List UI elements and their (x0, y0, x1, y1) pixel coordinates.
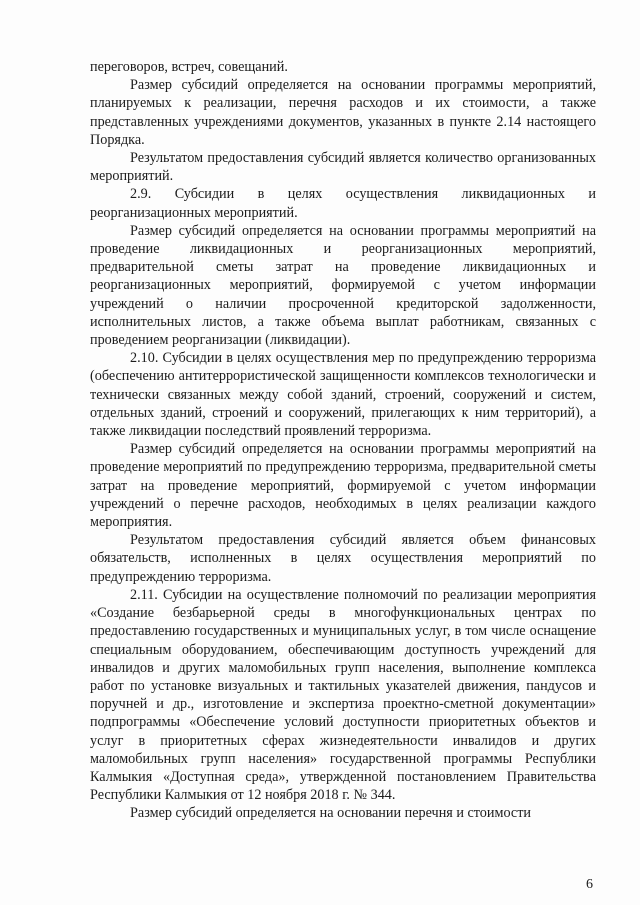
section-heading-2-10: 2.10. Субсидии в целях осуществления мер по предупреждению терроризма (обеспечению антитеррористической защищенности комплексов технологически и технически связанных между собой зданий, строений, сооружений и систем, отдельных зданий, строений и сооружений, прилегающих к ним территорий), а также ликвидации последствий проявлений терроризма. (90, 350, 596, 440)
paragraph: Размер субсидий определяется на основании перечня и стоимости (130, 805, 532, 822)
paragraph: Размер субсидий определяется на основании программы мероприятий на проведение мероприятий по предупреждению терроризма, предварительной сметы затрат на проведение мероприятий, формируемой с учетом информации учреждений о перечне расходов, необходимых в целях реализации каждого мероприятия. (90, 441, 596, 531)
paragraph: Размер субсидий определяется на основании программы мероприятий, планируемых к реализации, перечня расходов и их стоимости, а также представленных учреждениями документов, указанных в пункте 2.14 настоящего Порядка. (90, 77, 596, 148)
page-number: 6 (586, 877, 593, 892)
paragraph: переговоров, встреч, совещаний. (90, 59, 288, 75)
paragraph: Результатом предоставления субсидий является объем финансовых обязательств, исполненных в целях осуществления мероприятий по предупреждению терроризма. (90, 532, 596, 585)
section-heading-2-11: 2.11. Субсидии на осуществление полномочий по реализации мероприятия «Создание безбарьерной среды в многофункциональных центрах по предоставлению государственных и муниципальных услуг, в том числе оснащение специальным оборудованием, обеспечивающим доступность учреждений для инвалидов и других маломобильных групп населения, выполнение комплекса работ по установке визуальных и тактильных указателей движения, пандусов и поручней и др., изготовление и экспертиза проектно-сметной документации» подпрограммы «Обеспечение условий доступности приоритетных объектов и услуг в приоритетных сферах жизнедеятельности инвалидов и других маломобильных групп населения» государственной программы Республики Калмыкия «Доступная среда», утвержденной постановлением Правительства Республики Калмыкия от 12 ноября 2018 г. № 344. (90, 586, 596, 804)
paragraph: Размер субсидий определяется на основании программы мероприятий на проведение ликвидационных и реорганизационных мероприятий, предварительной сметы затрат на проведение ликвидационных и реорганизационных мероприятий, формируемой с учетом информации учреждений о наличии просроченной кредиторской задолженности, исполнительных листов, а также объема выплат работникам, связанных с проведением реорганизации (ликвидации). (90, 222, 596, 349)
paragraph: Результатом предоставления субсидий является количество организованных мероприятий. (90, 150, 596, 185)
document-body (90, 58, 596, 823)
section-heading-2-9: 2.9. Субсидии в целях осуществления ликвидационных и реорганизационных мероприятий. (90, 186, 596, 221)
